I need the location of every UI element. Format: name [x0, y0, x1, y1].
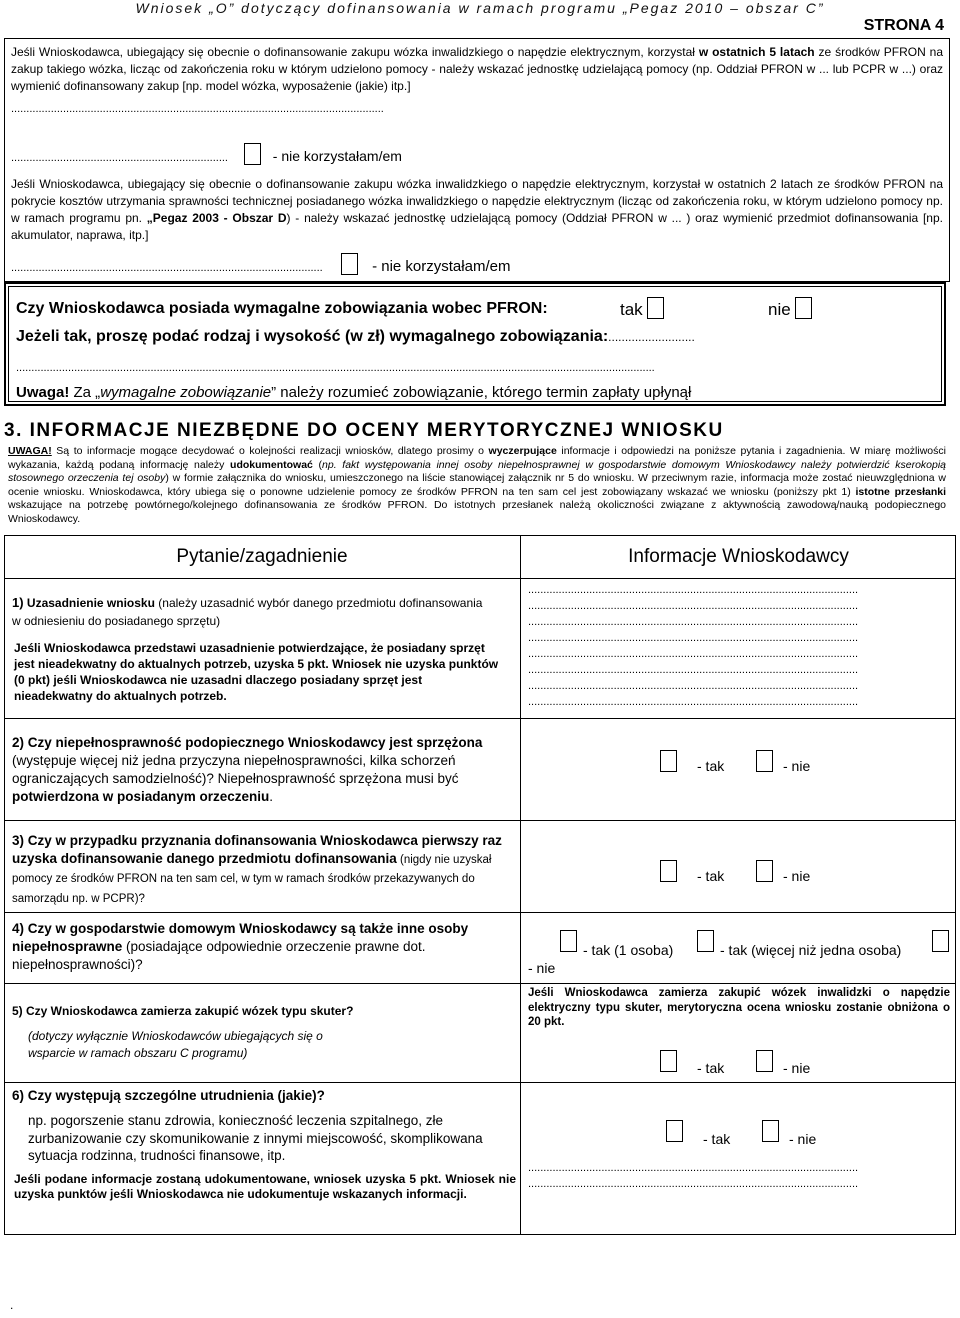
liabilities-detail-question: Jeżeli tak, proszę podać rodzaj i wysokość (w zł) wymagalnego zobowiązania:.......................... [16, 328, 695, 345]
q4-no-label: - nie [528, 960, 556, 976]
question-1: 1) Uzasadnienie wniosku (należy uzasadnić wybór danego przedmiotu dofinansowania w odniesieniu do posiadanego sprzętu) [12, 595, 483, 628]
q3-no-checkbox[interactable] [756, 860, 773, 882]
q5-yes-checkbox[interactable] [660, 1050, 677, 1072]
liabilities-question: Czy Wnioskodawca posiada wymagalne zobowiązania wobec PFRON: [16, 300, 548, 317]
checkbox[interactable] [341, 253, 358, 275]
option-not-used-2y: ...................................................................................................... - nie korzystałam/em [11, 253, 510, 276]
section-title: 3. INFORMACJE NIEZBĘDNE DO OCENY MERYTORYCZNEJ WNIOSKU [4, 420, 724, 441]
question-4: 4) Czy w gospodarstwie domowym Wnioskodawcy są także inne osoby niepełnosprawne (posiadające odpowiednie orzeczenie prawne dot. niepełnosprawności)? [12, 921, 469, 972]
no-checkbox[interactable] [795, 297, 812, 319]
question-3: 3) Czy w przypadku przyznania dofinansowania Wnioskodawca pierwszy raz uzyska dofinansowanie danego przedmiotu dofinansowania (nigdy nie uzyskał pomocy ze środków PFRON na ten sam cel, w tym w ramach środków przekazywanych do samorządu np. w PCPR)? [12, 833, 502, 905]
question-6-examples: np. pogorszenie stanu zdrowia, konieczność leczenia szpitalnego, złe zurbanizowanie czy skomunikowanie z innymi miejscowość, skomplikowana sytuacja rodzinna, trudności finansowe, itp. [28, 1113, 483, 1163]
q4-no-checkbox[interactable] [932, 930, 949, 952]
column-header-question: Pytanie/zagadnienie [176, 546, 348, 567]
q2-no-label: - nie [783, 758, 811, 774]
question-5-info: Jeśli Wnioskodawca zamierza zakupić wózek inwalidzki o napędzie elektryczny typu skuter, merytoryczna ocena wniosku zostanie obniżona o 20 pkt. [528, 987, 950, 1028]
q6-yes-label: - tak [703, 1131, 731, 1147]
page-footer-mark: . [10, 1298, 14, 1312]
q6-no-checkbox[interactable] [762, 1120, 779, 1142]
liabilities-no: nie [768, 297, 812, 320]
yes-checkbox[interactable] [647, 297, 664, 319]
previous-funding-text-2y: Jeśli Wnioskodawca, ubiegający się obecnie o dofinansowanie zakupu wózka inwalidzkiego o napędzie elektrycznym, korzystał w ostatnich 2 latach ze środków PFRON na pokrycie kosztów utrzymania sprawności technicznej posiadanego wózka inwalidzkiego o napędzie elektrycznym (licząc od zakończenia roku, w którym udzielono pomocy np. w ramach programu pn. „Pegaz 2003 - Obszar D) - należy wskazać jednostkę udzielającą pomocy (Oddział PFRON w ... ) oraz wymienić przedmiot dofinansowania [np. akumulator, naprawa, itp.] [11, 177, 943, 242]
answer-line[interactable]: .......................................................................................................................... [11, 103, 384, 115]
question-5-note: (dotyczy wyłącznie Wnioskodawców ubiegających się o wsparcie w ramach obszaru C programu) [28, 1029, 323, 1060]
q4-one-person-label: - tak (1 osoba) [583, 942, 674, 958]
previous-funding-text-5y: Jeśli Wnioskodawca, ubiegający się obecnie o dofinansowanie zakupu wózka inwalidzkiego o napędzie elektrycznym, korzystał w ostatnich 5 latach ze środków PFRON na zakup takiego wózka, licząc od zakończenia roku w którym udzielono pomocy - należy wskazać jednostkę udzielającą pomocy (np. Oddział PFRON w ... lub PCPR w ...) oraz wymienić dofinansowany zakup [np. model wózka, wyposażenie (jakie) itp.] [11, 45, 943, 93]
column-header-answer: Informacje Wnioskodawcy [628, 546, 849, 567]
liabilities-note: Uwaga! Za „wymagalne zobowiązanie” należy rozumieć zobowiązanie, którego termin zapłaty upłynął [16, 384, 692, 401]
q4-more-persons-checkbox[interactable] [697, 930, 714, 952]
q5-no-label: - nie [783, 1060, 811, 1076]
question-5: 5) Czy Wnioskodawca zamierza zakupić wózek typu skuter? [12, 1004, 354, 1018]
option-not-used-5y: ....................................................................... - nie korzystałam/em [11, 143, 402, 166]
q2-no-checkbox[interactable] [756, 750, 773, 772]
liabilities-answer-line[interactable]: ................................................................................................................................................................................................................. [16, 362, 655, 374]
previous-funding-box [4, 38, 950, 282]
liabilities-box [4, 282, 946, 406]
section-note: UWAGA! Są to informacje mogące decydować o kolejności realizacji wniosków, dlatego prosimy o wyczerpujące informacje i odpowiedzi na poniższe pytania i zagadnienia. W miarę możliwości wykazania, każdą podaną informację należy udokumentować (np. fakt występowania innej osoby niepełnosprawnej w gospodarstwie domowym Wnioskodawcy należy potwierdzić kserokopią stosownego orzeczenia tej osoby) w formie załącznika do wniosku, umieszczonego na liście stanowiącej załącznik nr 5 do wniosku. W przeciwnym razie, informacja może zostać nieuwzględniona w ocenie wniosku. Wnioskodawca, który ubiega się o ponowne udzielenie pomocy ze środków PFRON na ten sam cel jest zobowiązany wskazać we wniosku (poniższy pkt 1) istotne przesłanki wskazujące na potrzebę powtórnego/kolejnego dofinansowania ze środków PFRON. Do istotnych przesłanek należą okoliczności związane z aktywnością zawodową/nauką podopiecznego Wnioskodawcy. [8, 445, 947, 525]
q6-yes-checkbox[interactable] [666, 1120, 683, 1142]
q4-more-persons-label: - tak (więcej niż jedna osoba) [720, 942, 902, 958]
q2-yes-checkbox[interactable] [660, 750, 677, 772]
q3-yes-label: - tak [697, 868, 725, 884]
q6-no-label: - nie [789, 1131, 817, 1147]
page-number: STRONA 4 [863, 17, 944, 34]
answer-1-lines[interactable]: ............................................................................................................ ............................................................................................................ ............................................................................................................ ............................................................................................................ ............................................................................................................ ............................................................................................................ ............................................................................................................ ............................................................................................................ [528, 584, 859, 708]
question-2: 2) Czy niepełnosprawność podopiecznego Wnioskodawcy jest sprzężona (występuje więcej niż jedna przyczyna niepełnosprawności, kilka schorzeń ograniczających samodzielność)? Niepełnosprawność sprzężona musi być potwierdzona w posiadanym orzeczeniu. [12, 735, 483, 804]
q2-yes-label: - tak [697, 758, 725, 774]
q3-yes-checkbox[interactable] [660, 860, 677, 882]
document-header: Wniosek „O” dotyczący dofinansowania w ramach programu „Pegaz 2010 – obszar C” [135, 0, 825, 16]
question-1-scoring: Jeśli Wnioskodawca przedstawi uzasadnienie potwierdzające, że posiadany sprzęt jest nieadekwatny do aktualnych potrzeb, uzyska 5 pkt. Wniosek nie uzyska punktów (0 pkt) jeśli Wnioskodawca nie uzasadni dlaczego posiadany sprzęt jest nieadekwatny do aktualnych potrzeb. [14, 641, 499, 703]
answer-6-lines[interactable]: ............................................................................................................ ............................................................................................................ [528, 1162, 859, 1190]
q5-no-checkbox[interactable] [756, 1050, 773, 1072]
q5-yes-label: - tak [697, 1060, 725, 1076]
question-6-scoring: Jeśli podane informacje zostaną udokumentowane, wniosek uzyska 5 pkt. Wniosek nie uzyska punktów jeśli Wnioskodawca nie udokumentuje wskazanych informacji. [14, 1172, 516, 1201]
q3-no-label: - nie [783, 868, 811, 884]
q4-one-person-checkbox[interactable] [560, 930, 577, 952]
checkbox[interactable] [244, 143, 261, 165]
liabilities-yes: tak [620, 297, 664, 320]
question-6: 6) Czy występują szczególne utrudnienia (jakie)? [12, 1088, 325, 1103]
